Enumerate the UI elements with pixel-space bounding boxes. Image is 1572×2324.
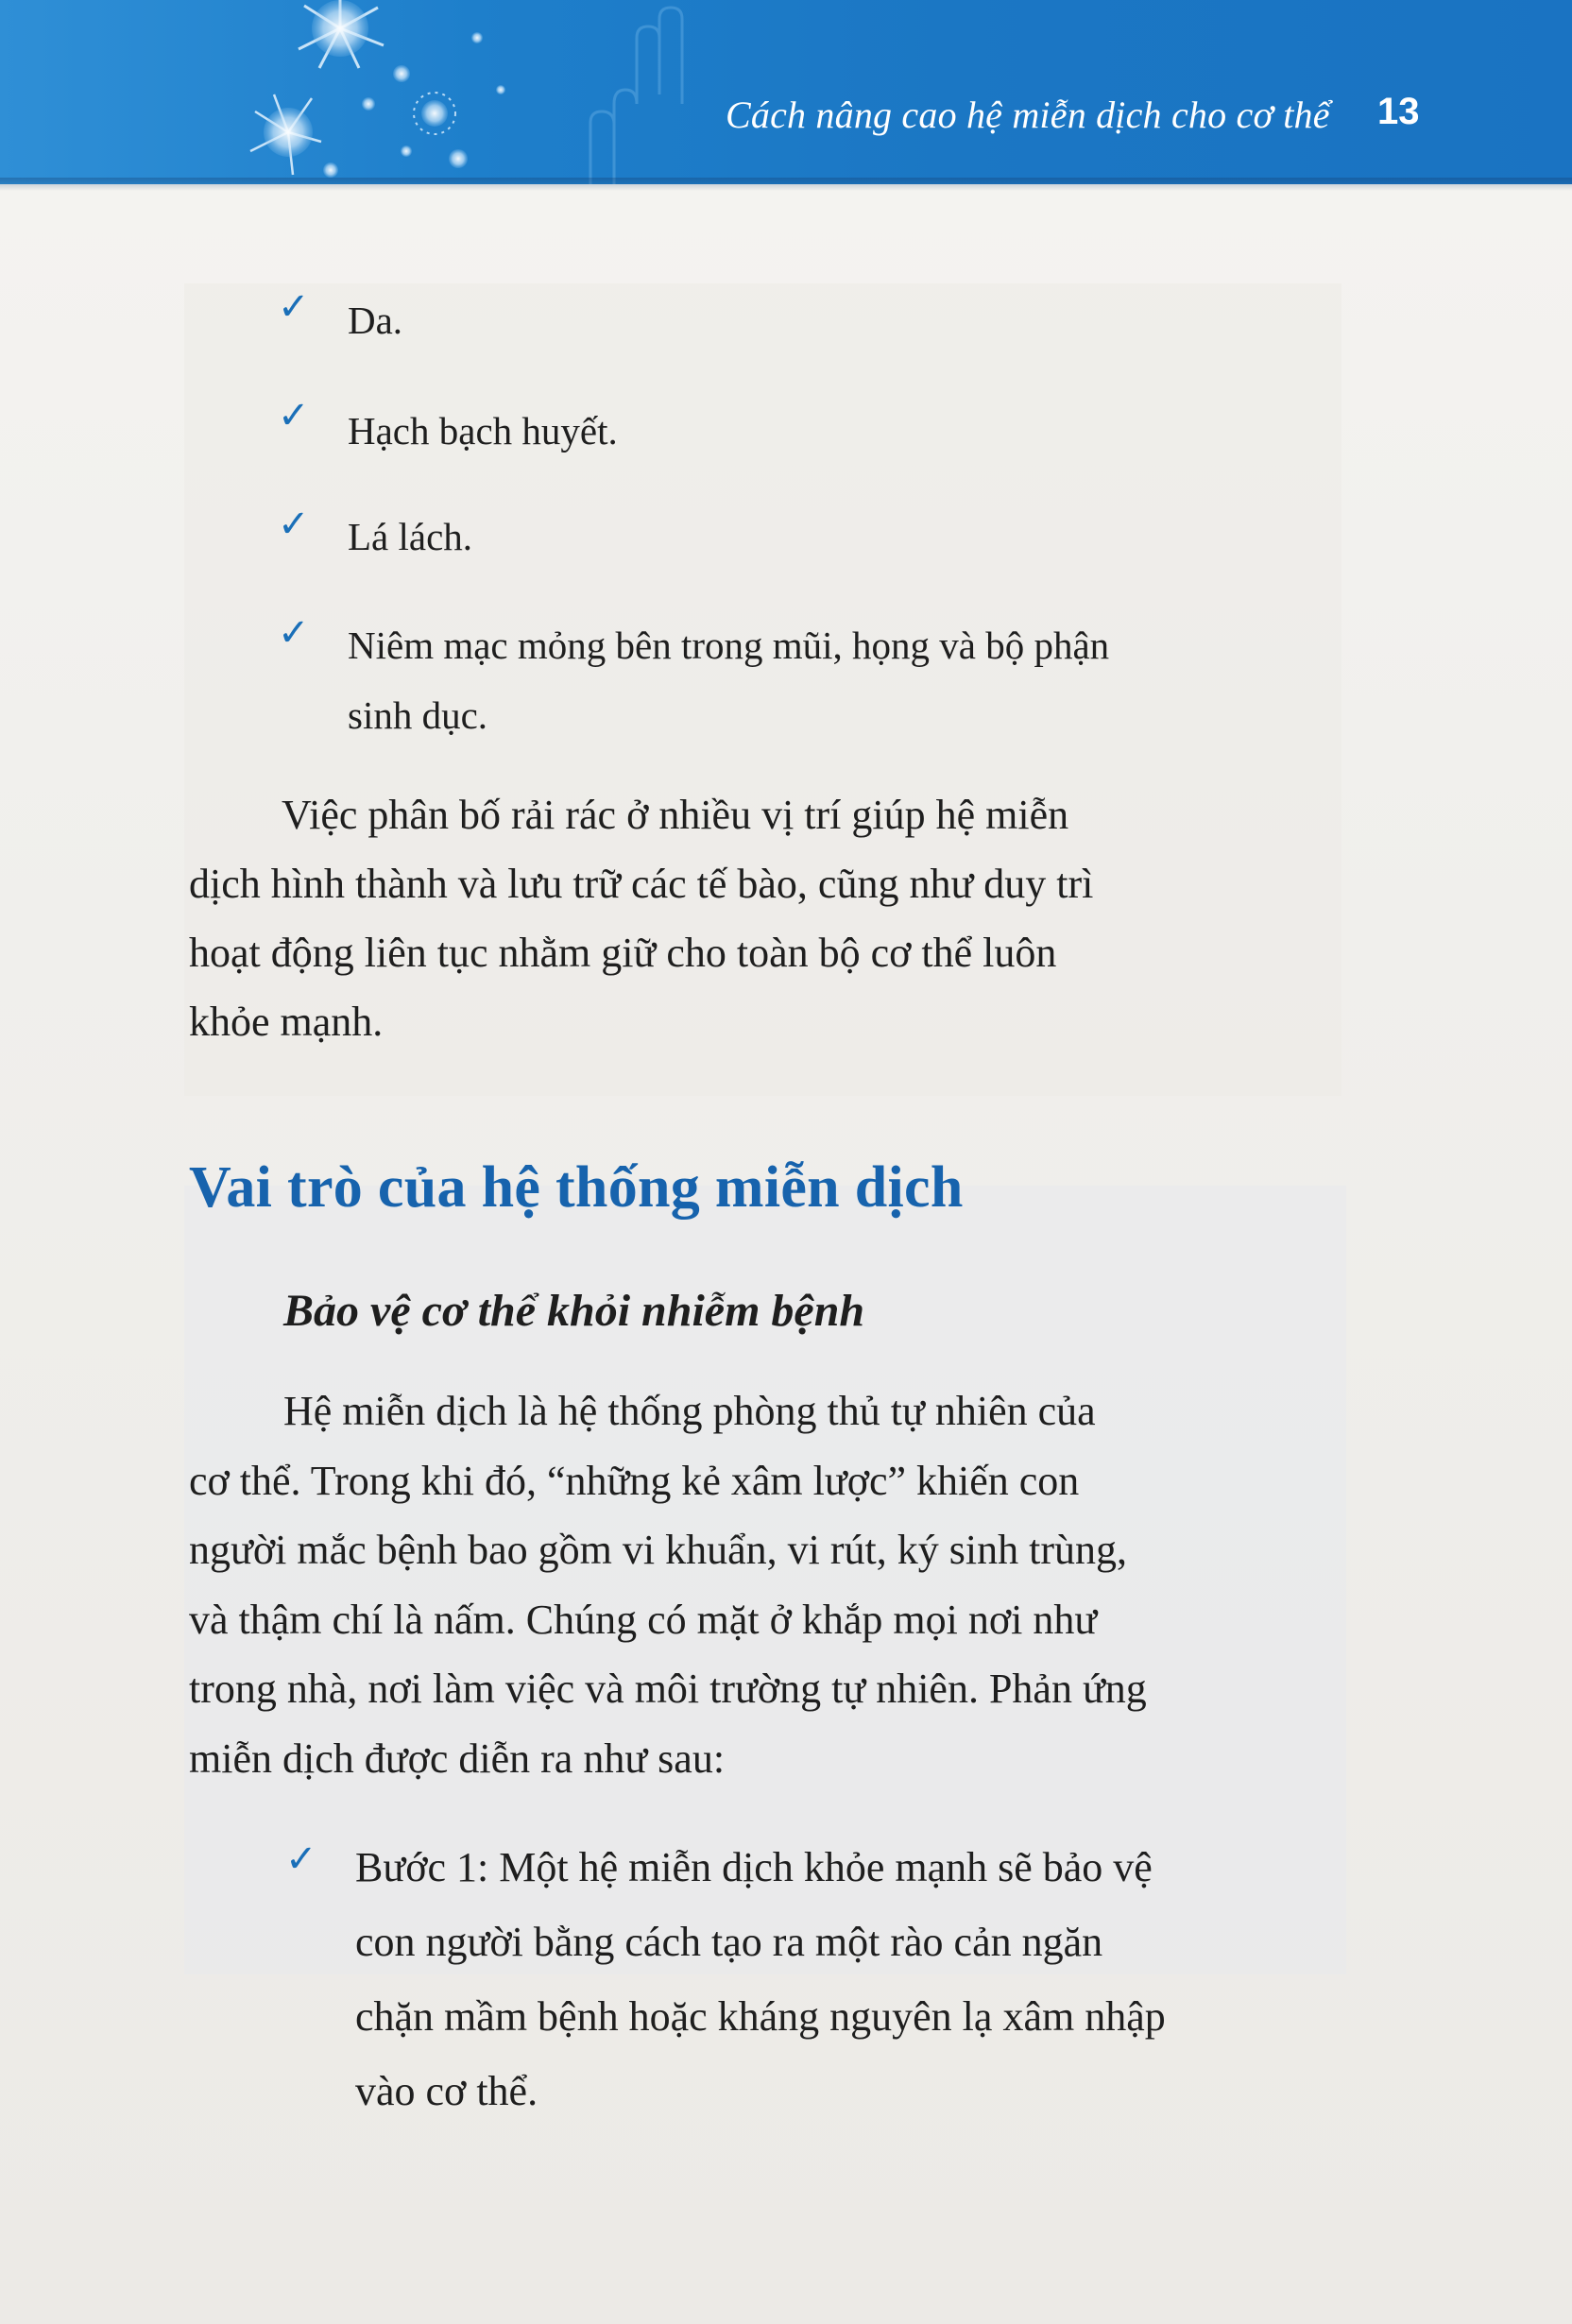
paragraph-line: Việc phân bố rải rác ở nhiều vị trí giúp hệ miễn [282, 792, 1069, 838]
list-item-text: Hạch bạch huyết. [348, 409, 618, 453]
section-heading: Vai trò của hệ thống miễn dịch [189, 1155, 964, 1220]
list-item-text: Lá lách. [348, 515, 473, 558]
checkmark-icon: ✓ [285, 1837, 317, 1881]
paragraph-line: và thậm chí là nấm. Chúng có mặt ở khắp mọi nơi như [189, 1596, 1098, 1643]
step-line: chặn mầm bệnh hoặc kháng nguyên lạ xâm nhập [355, 1993, 1166, 2040]
checkmark-icon: ✓ [278, 503, 310, 546]
step-line: con người bằng cách tạo ra một rào cản ngăn [355, 1919, 1103, 1965]
body-paragraph [189, 780, 1340, 1056]
checkmark-icon: ✓ [278, 285, 310, 329]
paragraph-line: cơ thể. Trong khi đó, “những kẻ xâm lược” khiến con [189, 1457, 1080, 1504]
step-line: vào cơ thể. [355, 2068, 538, 2114]
paragraph-line: hoạt động liên tục nhằm giữ cho toàn bộ cơ thể luôn [189, 930, 1057, 976]
paragraph-line: miễn dịch được diễn ra như sau: [189, 1734, 726, 1782]
paragraph-line: dịch hình thành và lưu trữ các tế bào, cũng như duy trì [189, 861, 1094, 907]
header-shadow [0, 178, 1572, 191]
running-title: Cách nâng cao hệ miễn dịch cho cơ thể [726, 94, 1330, 136]
step-line: Bước 1: Một hệ miễn dịch khỏe mạnh sẽ bảo vệ [355, 1844, 1153, 1890]
sub-heading: Bảo vệ cơ thể khỏi nhiễm bệnh [283, 1286, 865, 1336]
list-item-text: Da. [348, 299, 403, 342]
checkmark-icon: ✓ [278, 394, 310, 437]
checkmark-icon: ✓ [278, 611, 310, 655]
body-paragraph [189, 1376, 1343, 1793]
page-number: 13 [1377, 91, 1420, 132]
list-item-text: Niêm mạc mỏng bên trong mũi, họng và bộ phận [348, 624, 1110, 667]
virus-illustration [217, 0, 709, 184]
paragraph-line: Hệ miễn dịch là hệ thống phòng thủ tự nhiên của [283, 1388, 1096, 1434]
running-header [0, 0, 1572, 184]
list-item-text-continued: sinh dục. [348, 693, 488, 737]
paragraph-line: người mắc bệnh bao gồm vi khuẩn, vi rút, ký sinh trùng, [189, 1527, 1127, 1573]
step-item [355, 1830, 1347, 2128]
paragraph-line: trong nhà, nơi làm việc và môi trường tự nhiên. Phản ứng [189, 1666, 1147, 1712]
paragraph-line: khỏe mạnh. [189, 999, 384, 1045]
